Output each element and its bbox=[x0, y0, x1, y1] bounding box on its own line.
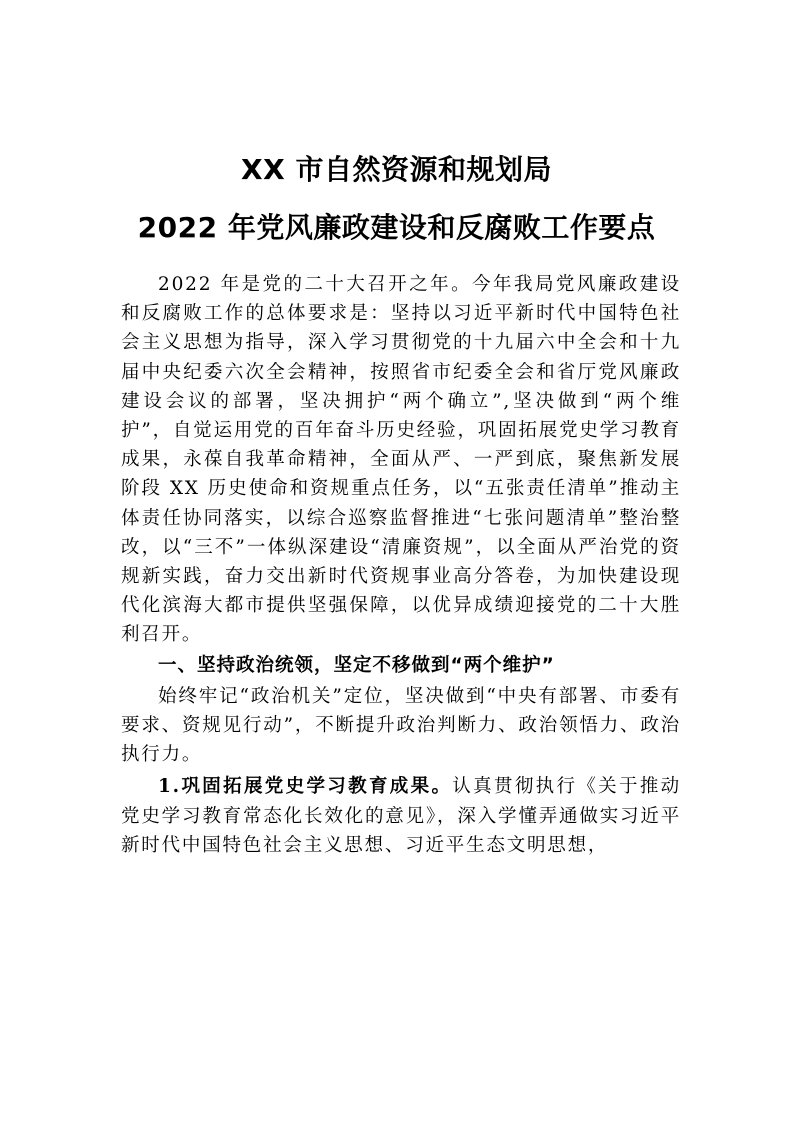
intro-paragraph: 2022 年是党的二十大召开之年。今年我局党风廉政建设和反腐败工作的总体要求是：坚持以习近平新时代中国特色社会主义思想为指导，深入学习贯彻党的十九届六中全会和十九届中央纪委六次全会精神，按照省市纪委全会和省厅党风廉政建设会议的部署，坚决拥护“两个确立”,坚决做到“两个维护”，自觉运用党的百年奋斗历史经验，巩固拓展党史学习教育成果，永葆自我革命精神，全面从严、一严到底，聚焦新发展阶段 XX 历史使命和资规重点任务，以“五张责任清单”推动主体责任协同落实，以综合巡察监督推进“七张问题清单”整治整改，以“三不”一体纵深建设“清廉资规”，以全面从严治党的资规新实践，奋力交出新时代资规事业高分答卷，为加快建设现代化滨海大都市提供坚强保障，以优异成绩迎接党的二十大胜利召开。 bbox=[121, 274, 681, 646]
document-title-line-1: XX 市自然资源和规划局 bbox=[241, 153, 552, 186]
document-body bbox=[121, 270, 681, 860]
section-1-paragraph: 始终牢记“政治机关”定位，坚决做到“中央有部署、市委有要求、资规见行动”，不断提升政治判断力、政治领悟力、政治执行力。 bbox=[121, 685, 681, 766]
item-1-lead: 1.巩固拓展党史学习教育成果。 bbox=[158, 776, 453, 798]
item-1-text: 认真贯彻执行《关于推动党史学习教育常态化长效化的意见》，深入学懂弄通做实习近平新时代中国特色社会主义思想、习近平生态文明思想， bbox=[121, 776, 681, 856]
document-title-line-2: 2022 年党风廉政建设和反腐败工作要点 bbox=[137, 211, 656, 244]
item-1-paragraph bbox=[121, 772, 681, 860]
section-1-heading: 一、坚持政治统领，坚定不移做到“两个维护” bbox=[158, 654, 555, 676]
